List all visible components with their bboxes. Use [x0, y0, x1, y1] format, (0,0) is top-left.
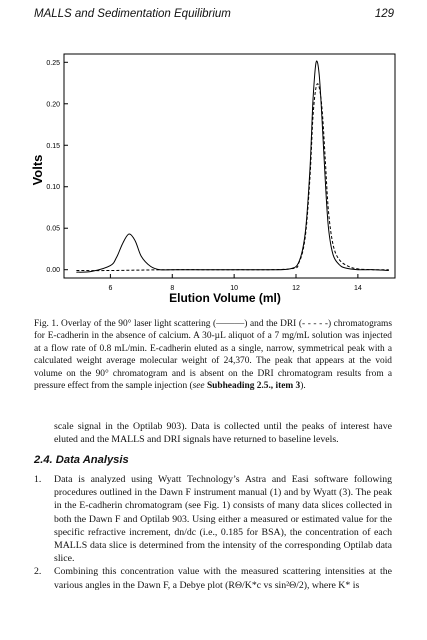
running-header [34, 8, 394, 24]
y-tick-label: 0.15 [46, 142, 60, 150]
x-axis-label: Elution Volume (ml) [169, 291, 281, 305]
chromatogram-chart [28, 50, 408, 315]
x-tick-label: 8 [170, 285, 175, 292]
figure-caption [34, 318, 392, 392]
section-heading: 2.4. Data Analysis [34, 454, 129, 466]
list-number: 2. [34, 566, 42, 578]
list-item [34, 473, 392, 565]
caption-end: ). [300, 381, 306, 392]
numbered-list [34, 473, 392, 592]
running-title: MALLS and Sedimentation Equilibrium [34, 8, 231, 20]
list-item [34, 565, 392, 591]
x-tick-label: 14 [353, 285, 362, 292]
list-text: Data is analyzed using Wyatt Technology’s Astra and Easi software following procedures outlined in the Dawn F instrument manual (1) and by Wyatt (3). The peak in the E-cadherin chromatogram (see Fig. 1) consists of many data slices collected in both the Dawn F and Optilab 903. Using either a measured or estimated value for the specific refractive increment, dn/dc (i.e., 0.185 for BSA), the concentration of each MALLS data slice is determined from the intensity of the corresponding Optilab data slice. [54, 474, 392, 565]
x-tick-label: 6 [108, 285, 113, 292]
caption-reference: Subheading 2.5., item 3 [206, 381, 301, 392]
caption-label: Fig. 1. [34, 319, 59, 329]
caption-text: Overlay of the 90° laser light scattering (———) and the DRI (- - - - -) chromatograms for E-cadherin in the absence of calcium. A 30-µL aliquot of a 7 mg/mL solution was injected at a flow rate of 0.8 mL/min. E-cadherin eluted as a single, narrow, symmetrical peak with a calculated weight average molecular weight of 24,370. The peak that appears at the void volume on the 90° chromatogram and is absent on the DRI chromatogram results from a pressure effect from the sample injection ( [34, 319, 392, 392]
caption-see: see [192, 381, 205, 392]
body-paragraph: scale signal in the Optilab 903). Data is collected until the peaks of interest have eluted and the MALLS and DRI signals have returned to baseline levels. [54, 421, 392, 446]
y-tick-label: 0.05 [46, 225, 60, 233]
y-tick-label: 0.10 [46, 184, 60, 192]
list-number: 1. [34, 474, 42, 485]
y-tick-label: 0.00 [46, 267, 60, 275]
light-scattering-series-line [76, 61, 388, 272]
page-number: 129 [374, 8, 394, 20]
list-text: Combining this concentration value with the measured scattering intensities at the various angles in the Dawn F, a Debye plot (RΘ/K*c vs sin²Θ/2), where K* is [54, 566, 392, 591]
x-tick-label: 12 [292, 285, 300, 292]
y-tick-label: 0.20 [46, 101, 60, 109]
y-tick-label: 0.25 [46, 59, 60, 67]
plot-frame [64, 54, 395, 278]
figure-1 [28, 50, 408, 315]
x-tick-label: 10 [230, 285, 239, 292]
y-axis-label: Volts [30, 154, 45, 186]
